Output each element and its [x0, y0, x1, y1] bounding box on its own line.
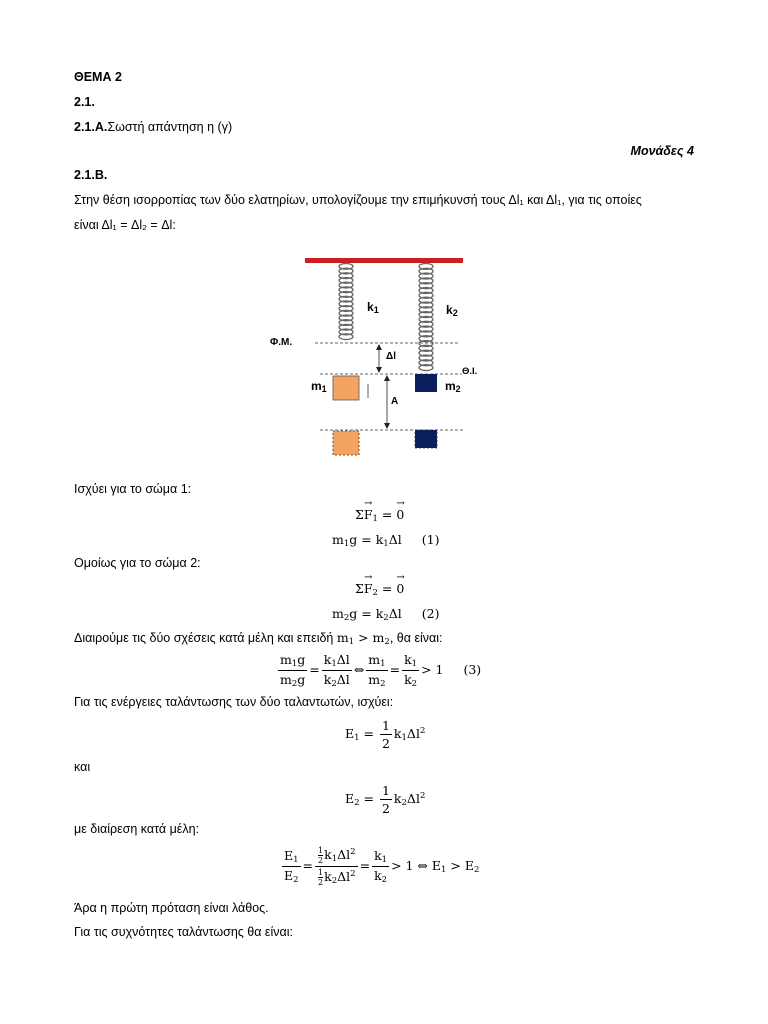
eq-energy-2: $E_2$ = $\frac{1}{2}$ $k_2\Delta l^2$ [345, 783, 426, 816]
amplitude-arrow-head-bottom [384, 423, 390, 429]
conclusion-1: Άρα η πρώτη πρόταση είναι λάθος. [74, 901, 269, 915]
spring-mass-figure [265, 252, 505, 462]
theme-heading: ΘΕΜΑ 2 [74, 70, 122, 84]
amplitude-label: Α [391, 396, 399, 407]
mass-1-box [333, 376, 359, 400]
body-1-text: Ισχύει για το σώμα 1: [74, 482, 192, 496]
section-number: 2.1. [74, 95, 95, 109]
ceiling-bar-rect [305, 258, 463, 263]
m2-label: m2 [445, 379, 461, 394]
amplitude-arrow-head-top [384, 375, 390, 381]
and-text: και [74, 760, 91, 774]
division-text: με διαίρεση κατά μέλη: [74, 822, 200, 836]
intro-line-1: Στην θέση ισορροπίας των δύο ελατηρίων, υπολογίζουμε την επιμήκυνσή τους Δl₁ και Δl₁, για τις οποίες [74, 193, 642, 207]
k2-label: k2 [446, 303, 458, 318]
spring-1 [339, 263, 353, 339]
eq-3-tag: (3) [463, 662, 482, 677]
eq-1-tag: (1) [421, 532, 440, 547]
divide-text-b: , θα είναι: [389, 631, 443, 645]
ceiling-bar [305, 258, 463, 263]
body-2-text: Ομοίως για το σώμα 2: [74, 556, 201, 570]
dl-label: Δl [386, 351, 396, 362]
eq-energy-ratio: $\frac{E_1}{E_2}$ = $\frac{1}{2}$ $k_1\Delta l^2$ $\frac{1}{2}$ $k_2\Delta l^2$ = $\frac{k_1}{k_2}$ > 1 ⇔ $E_1 > E_2$ [284, 846, 480, 887]
spring-2 [419, 263, 433, 370]
mass-1-box-displaced [333, 431, 359, 455]
mass-2-box-displaced [415, 430, 437, 448]
sub-b-label: 2.1.Β. [74, 168, 108, 182]
sub-a-answer: Σωστή απάντηση η (γ) [107, 120, 233, 134]
sub-a-line [74, 120, 232, 134]
k1-label: k1 [367, 300, 379, 315]
conclusion-2: Για τις συχνότητες ταλάντωσης θα είναι: [74, 925, 294, 939]
m1-label: m1 [311, 379, 327, 394]
intro-line-2: είναι Δl₁ = Δl₂ = Δl: [74, 218, 176, 232]
eq-energy-1: $E_1$ = $\frac{1}{2}$ $k_1\Delta l^2$ [345, 718, 426, 751]
dl-arrow-head-top [376, 344, 382, 350]
eq-2-tag: (2) [421, 606, 440, 621]
eq-3: $\frac{m_1g}{m_2g}$ = $\frac{k_1\Delta l}{k_2\Delta l}$ ⇔ $\frac{m_1}{m_2}$ = $\frac{k_1}{k_2}$ > 1 (3) [280, 652, 482, 689]
eq-1: $m_1g = k_1\Delta l$ (1) [332, 532, 440, 549]
divide-text [74, 630, 443, 647]
points-label: Μονάδες 4 [630, 144, 694, 158]
divide-math: $m_1 > m_2$ [336, 630, 390, 647]
eq-2: $m_2g = k_2\Delta l$ (2) [332, 606, 440, 623]
sub-a-label: 2.1.Α. [74, 120, 108, 134]
eq-sum-forces-1: $\Sigma\to F_1$ = → 0 [355, 507, 404, 524]
oi-label: Θ.Ι. [462, 366, 478, 377]
energy-intro: Για τις ενέργειες ταλάντωσης των δύο ταλαντωτών, ισχύει: [74, 695, 394, 709]
fm-label: Φ.Μ. [270, 337, 293, 348]
dl-arrow-head-bottom [376, 367, 382, 373]
divide-text-a: Διαιρούμε τις δύο σχέσεις κατά μέλη και επειδή [74, 631, 337, 645]
mass-2-box [415, 374, 437, 392]
eq-sum-forces-2: $\Sigma\to F_2$ = → 0 [355, 581, 404, 598]
